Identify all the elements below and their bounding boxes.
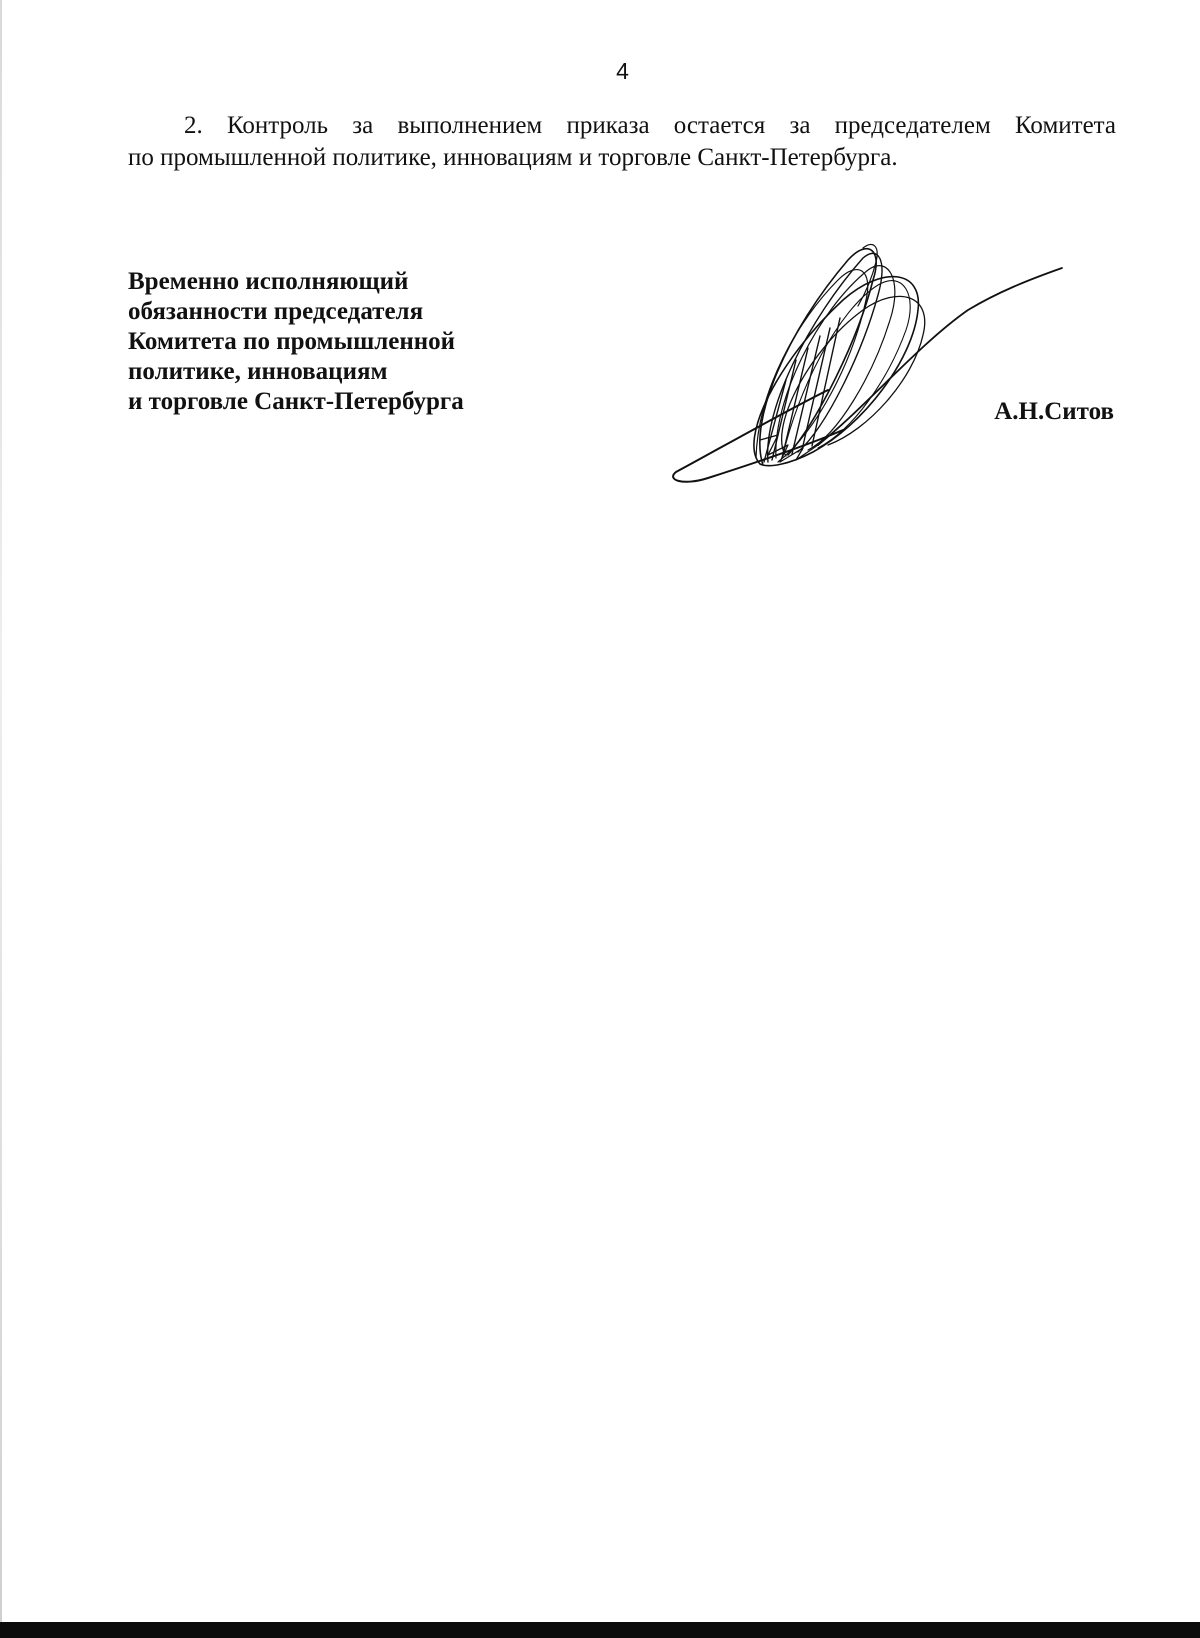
handwritten-signature <box>668 240 1068 500</box>
paragraph-line-2: по промышленной политике, инновациям и торговле Санкт-Петербурга. <box>128 144 898 171</box>
signatory-title-line-3: Комитета по промышленной <box>128 328 456 355</box>
signatory-title <box>128 267 548 417</box>
signatory-title-line-1: Временно исполняющий <box>128 268 409 295</box>
scan-left-edge <box>0 0 2 1638</box>
signer-name: А.Н.Ситов <box>994 398 1114 425</box>
signatory-title-line-2: обязанности председателя <box>128 298 424 325</box>
paragraph-line-1: 2. Контроль за выполнением приказа остается за председателем Комитета <box>184 112 1116 139</box>
signatory-title-line-5: и торговле Санкт-Петербурга <box>128 388 464 415</box>
signatory-title-line-4: политике, инновациям <box>128 358 388 385</box>
scan-bottom-edge <box>0 1622 1200 1638</box>
control-paragraph <box>128 110 1116 174</box>
page-number: 4 <box>616 58 629 84</box>
